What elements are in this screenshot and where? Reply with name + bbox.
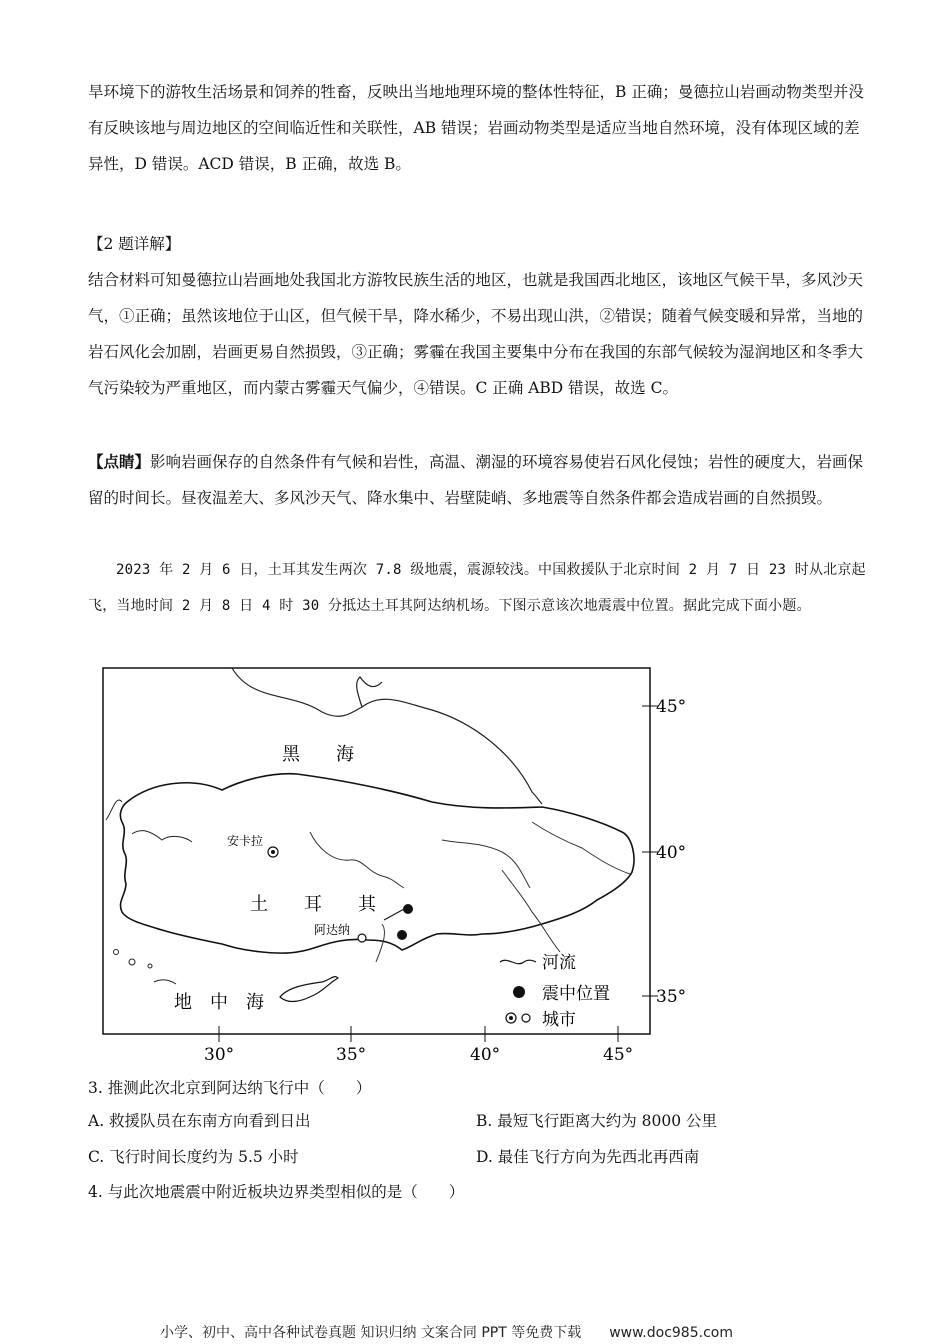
key-point-text: 影响岩画保存的自然条件有气候和岩性，高温、潮湿的环境容易使岩石风化侵蚀；岩性的硬度大，岩画保留的时间长。昼夜温差大、多风沙天气、降水集中、岩壁陡峭、多地震等自然条件都会造成岩画的自然损毁。 <box>88 453 864 507</box>
adana-label: 阿达纳 <box>314 923 351 937</box>
black-sea-label: 黑 海 <box>282 744 354 765</box>
legend-epicenter-symbol <box>513 986 525 998</box>
island <box>129 959 135 965</box>
earthquake-map <box>92 662 712 1072</box>
legend-city-symbol <box>522 1014 530 1022</box>
turkey-landmass <box>120 774 634 953</box>
ankara-label: 安卡拉 <box>227 834 264 848</box>
lat-label-45: 45° <box>656 697 687 717</box>
island <box>148 964 152 968</box>
question-3-option-c: C. 飞行时间长度约为 5.5 小时 <box>88 1148 299 1166</box>
lon-label-35: 35° <box>336 1045 367 1065</box>
explanation-paragraph-2: 结合材料可知曼德拉山岩画地处我国北方游牧民族生活的地区，也就是我国西北地区，该地区气候干旱，多风沙天气，①正确；虽然该地位于山区，但气候干旱，降水稀少，不易出现山洪，②错误；随着气候变暖和异常，当地的岩石风化会加剧，岩画更易自然损毁，③正确；雾霾在我国主要集中分布在我国的东部气候较为湿润地区和冬季大气污染较为严重地区，而内蒙古雾霾天气偏少，④错误。C 正确 ABD 错误，故选 C。 <box>88 271 864 397</box>
mediterranean-label: 地 中 海 <box>174 992 264 1013</box>
legend-city-label: 城市 <box>542 1010 576 1030</box>
legend-river-label: 河流 <box>542 953 576 973</box>
question-3-option-a: A. 救援队员在东南方向看到日出 <box>88 1112 311 1130</box>
key-point-paragraph <box>88 444 868 516</box>
lat-label-40: 40° <box>656 843 687 863</box>
question-3-stem: 3. 推测此次北京到阿达纳飞行中（ ） <box>88 1079 372 1097</box>
question-3-option-d: D. 最佳飞行方向为先西北再西南 <box>476 1148 700 1166</box>
lon-label-45: 45° <box>603 1045 634 1065</box>
question-3-option-b: B. 最短飞行距离大约为 8000 公里 <box>476 1112 718 1130</box>
key-point-label: 【点睛】 <box>88 452 151 471</box>
cyprus-island <box>280 977 338 1002</box>
legend-epicenter-label: 震中位置 <box>542 984 610 1004</box>
epicenter-marker-2 <box>397 930 407 940</box>
legend-city-symbol <box>509 1016 513 1020</box>
island <box>154 980 176 984</box>
question-intro: 2023 年 2 月 6 日，土耳其发生两次 7.8 级地震，震源较浅。中国救援队于北京时间 2 月 7 日 23 时从北京起飞，当地时间 2 月 8 日 4 时 30 分抵达土耳其阿达纳机场。下图示意该次地震震中位置。据此完成下面小题。 <box>88 562 866 614</box>
adana-city-marker <box>358 934 366 942</box>
legend-river-symbol <box>500 960 536 964</box>
lon-label-30: 30° <box>204 1045 235 1065</box>
question-2-heading: 【2 题详解】 <box>88 235 181 253</box>
turkey-label: 土 耳 其 <box>250 894 376 915</box>
lat-label-35: 35° <box>656 987 687 1007</box>
lon-label-40: 40° <box>470 1045 501 1065</box>
epicenter-marker-1 <box>403 904 413 914</box>
explanation-paragraph-1: 旱环境下的游牧生活场景和饲养的牲畜，反映出当地地理环境的整体性特征，B 正确；曼德拉山岩画动物类型并没有反映该地与周边地区的空间临近性和关联性，AB 错误；岩画动物类型是适应当地自然环境，没有体现区域的差异性，D 错误。ACD 错误，B 正确，故选 B。 <box>88 83 864 173</box>
island <box>114 950 119 955</box>
question-4-stem: 4. 与此次地震震中附近板块边界类型相似的是（ ） <box>88 1183 465 1201</box>
page-footer: 小学、初中、高中各种试卷真题 知识归纳 文案合同 PPT 等免费下载 www.doc985.com <box>160 1325 733 1341</box>
ankara-city-marker <box>271 850 275 854</box>
